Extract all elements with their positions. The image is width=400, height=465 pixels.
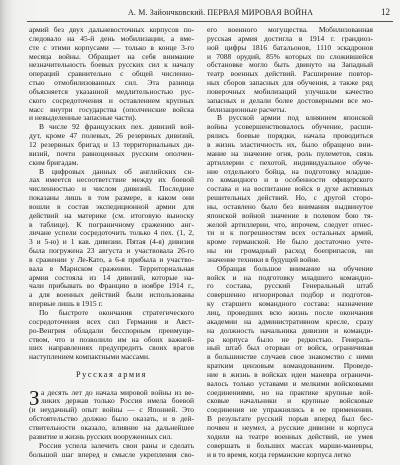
- text-line: почвен и неумел, а русские дивизии и корпуса: [207, 423, 373, 432]
- text-line: визий, почти равноценных русским ополчен-: [29, 149, 194, 158]
- text-line: ный штаб был оторван от войск, ограничивая: [207, 344, 373, 353]
- text-line: объясняется указанной медлительностью рус-: [29, 87, 194, 96]
- text-line: академии на административном кресле, сразу: [207, 317, 373, 326]
- text-line: его военного могущества. Мобилизованная: [207, 26, 373, 34]
- text-line: В цифровых данных об английских си-: [39, 167, 194, 176]
- text-line: (и неудачный) опыт войны — с Японией. Это: [29, 406, 194, 415]
- text-line: развитие и жизнь русских вооруженных сил.: [29, 432, 173, 441]
- text-line: Обращая большое внимание на обучение: [217, 264, 373, 273]
- header-rule: [27, 21, 393, 22]
- text-line: ствительности оказало, влияние на дальнейшее: [29, 423, 194, 432]
- text-line: мание на значение огня, роль пулеметов, связь: [207, 149, 373, 158]
- text-line: соединения не упражнялись в ее применении.: [207, 406, 373, 415]
- text-line: ны ни громадный расход боеприпасов, ни: [207, 247, 373, 256]
- text-line: 3 и 5-ю) и 1 кав. дивизии. Пятая (4-я) дивизия: [29, 238, 194, 247]
- text-line: решительных действий. Но, с другой сторо-: [207, 194, 373, 203]
- text-line: впервые лишь в 1915 г.: [29, 300, 103, 309]
- text-line: японской войной значение в полевом бою тя-: [207, 211, 373, 220]
- text-line: масс внутри государства (ополченские войска: [29, 105, 194, 114]
- text-line: показаны лишь в том размере, в каком они: [29, 194, 194, 203]
- paragraph: [29, 385, 194, 442]
- text-line: армий без двух дальневосточных корпусов по-: [29, 26, 194, 34]
- text-line: а десять лет до начала мировой войны из ве-: [41, 388, 194, 397]
- left-column-text: [29, 26, 194, 362]
- text-line: дут, кроме 47 полевых, 26 резервных дивизий,: [29, 132, 194, 141]
- text-line: наступлением компактными массами.: [29, 353, 150, 362]
- text-line: сосредоточения всех сил Германия и Авст-: [29, 317, 194, 326]
- text-line: сковые начальники и крупные войсковые: [207, 397, 373, 406]
- text-line: а для военных действий были использованы: [29, 291, 194, 300]
- text-line: Россия успела залечить свои раны и сделать: [39, 441, 194, 450]
- text-line: вала в Марнском сражении. Территориальная: [29, 264, 194, 273]
- text-line: в большинстве случаев свое знакомство с ними: [207, 353, 373, 362]
- text-line: численностью и числом дивизий. Последние: [29, 185, 194, 194]
- paragraph: [207, 26, 373, 114]
- left-column: [29, 26, 194, 459]
- text-line: В русской армии под влиянием японской: [217, 114, 373, 123]
- text-line: ших направлениях предупредить своих врагов: [29, 344, 194, 353]
- text-line: операций сравнительно с общей численно-: [29, 70, 194, 79]
- text-line: армия состояла из 14 дивизий, которые на-: [29, 273, 194, 282]
- text-line: войны усовершенствовалось обучение, расши-: [207, 123, 373, 132]
- text-line: чали прибывать во Францию в ноябре 1914 г.,: [29, 282, 194, 291]
- text-line: совершенно игнорировал подбор и подготов-: [207, 291, 373, 300]
- text-line: сте с этими корпусами — только в конце 3-го: [29, 43, 194, 52]
- text-line: артиллерии с пехотой, индивидуальное обуче-: [207, 158, 373, 167]
- text-line: билизационные расчеты.: [207, 105, 287, 114]
- text-line: 12 резервных бригад и 13 территориальных ди-: [29, 140, 194, 149]
- text-line: валось только уставами и мелкими войсковыми: [207, 379, 373, 388]
- text-line: и невыделенные запасные части).: [29, 114, 137, 123]
- text-line: русская армия достигла в 1914 г. грандиоз-: [207, 34, 373, 43]
- paragraph: [29, 309, 194, 362]
- right-column: [207, 26, 373, 459]
- text-line: действий на материке (см. итоговую выноску: [29, 211, 194, 220]
- text-line: личане успели сосредоточить только 4 пех. (1, 2,: [29, 229, 194, 238]
- text-line: ством, что и позволило им на обоих важней-: [29, 335, 194, 344]
- text-line: В числе 92 французских пех. дивизий вой-: [39, 123, 194, 132]
- text-line: в таблице). К пограничному сражению анг-: [29, 220, 194, 229]
- text-line: следовало на 45-й день мобилизации, а вме-: [29, 34, 194, 43]
- section-heading: Русская армия: [76, 370, 147, 380]
- text-line: месяца войны. Обращает на себя внимание: [29, 52, 194, 61]
- text-line: вошли в состав экспедиционной армии для: [29, 202, 194, 211]
- text-line: незначительность боевых русских сил к началу: [29, 61, 194, 70]
- paragraph: [29, 26, 194, 123]
- drop-cap: З: [29, 385, 40, 410]
- text-line: и 7088 орудий, 85% которых по сложившейся: [207, 52, 373, 61]
- text-line: была погружена 23 августа и участвовала 26-го: [29, 247, 194, 256]
- text-line: лиц, проведших всю жизнь после окончания: [207, 309, 373, 317]
- text-line: большой шаг вперед в смысле укрепления сво-: [29, 450, 194, 459]
- text-line: в сражении у Ле-Като, а 6-я прибыла и участво-: [29, 255, 194, 264]
- text-line: ку старшего командного состава: назначение: [207, 300, 373, 309]
- text-line: состава и на воспитание войск в духе активных: [207, 185, 373, 194]
- text-line: театр военных действий. Расширение повтор-: [207, 70, 373, 79]
- text-line: желой артиллерии, что, впрочем, следует отнес-: [207, 220, 373, 229]
- paragraph: [29, 123, 194, 167]
- text-line: значение техники в будущей войне.: [207, 255, 321, 264]
- text-line: ние в жизнь в войсках идеи маневра ограничи-: [207, 370, 373, 379]
- text-line: ским бригадам.: [29, 158, 79, 167]
- text-line: ние отдельного бойца, на подготовку младше-: [207, 167, 373, 176]
- text-line: ных сборов запасных для обучения, а также ряд: [207, 79, 373, 88]
- text-line: лах имеется несоответствие между их боевой: [29, 176, 194, 185]
- text-line: поверочных мобилизаций улучшали качество: [207, 87, 373, 96]
- text-line: и в то время, когда германские корпуса легко: [207, 450, 351, 459]
- text-line: ского сосредоточения и оставлением крупных: [29, 96, 194, 105]
- paragraph: [207, 265, 373, 460]
- text-line: обстоятельство должно было оказать, и в дей-: [29, 415, 194, 424]
- text-line: соединениями, но на практике крупные вой-: [207, 388, 373, 397]
- text-line: рялись боевые порядки, начала проводиться: [207, 132, 373, 141]
- text-line: стью отмобилизованных сил. Эта разница: [29, 79, 194, 88]
- text-line: совершать в больших массах марши-маневры,: [207, 441, 373, 450]
- text-line: запасных и делали более достоверными все мо-: [207, 96, 373, 105]
- page-number: 12: [381, 7, 390, 17]
- text-line: кроме германской. Не было достаточно учте-: [207, 238, 373, 247]
- text-line: ра корпуса было не редкостью. Генераль-: [207, 335, 373, 344]
- text-line: ны, оставлено было без внимания выдвинутое: [207, 202, 373, 211]
- text-line: ликих держав только Россия имела боевой: [41, 397, 194, 406]
- text-line: ной цифры 1816 батальонов, 1110 эскадронов: [207, 43, 373, 52]
- text-line: на должность начальника дивизии и команди-: [207, 326, 373, 335]
- paragraph: [29, 442, 194, 460]
- text-line: ро-Венгрия обладали бесспорным преимуще-: [29, 326, 194, 335]
- text-line: По быстроте окончания стратегического: [39, 309, 194, 317]
- section-text: [29, 385, 194, 460]
- paragraph: [29, 168, 194, 310]
- text-line: ходили на театре военных действий, не умея: [207, 432, 373, 441]
- text-line: го командного и в особенности офицерского: [207, 176, 373, 185]
- text-line: обстановке могло быть двинуто на Западный: [207, 61, 373, 70]
- paragraph: [207, 114, 373, 264]
- text-line: В результате русский порыв вперед был бес-: [207, 415, 373, 424]
- text-line: ти и к погрешностям всех остальных армий,: [207, 229, 373, 238]
- running-title: А. М. Зайончковский. ПЕРВАЯ МИРОВАЯ ВОЙНА: [128, 8, 314, 17]
- text-line: го состава, русский Генеральный штаб: [207, 282, 373, 291]
- text-line: в жизнь эластичность их, было обращено вни-: [207, 140, 373, 149]
- text-line: кратким цензовым командованием. Проведе-: [207, 362, 373, 371]
- text-line: войск и на подготовку младшего командно-: [207, 273, 373, 282]
